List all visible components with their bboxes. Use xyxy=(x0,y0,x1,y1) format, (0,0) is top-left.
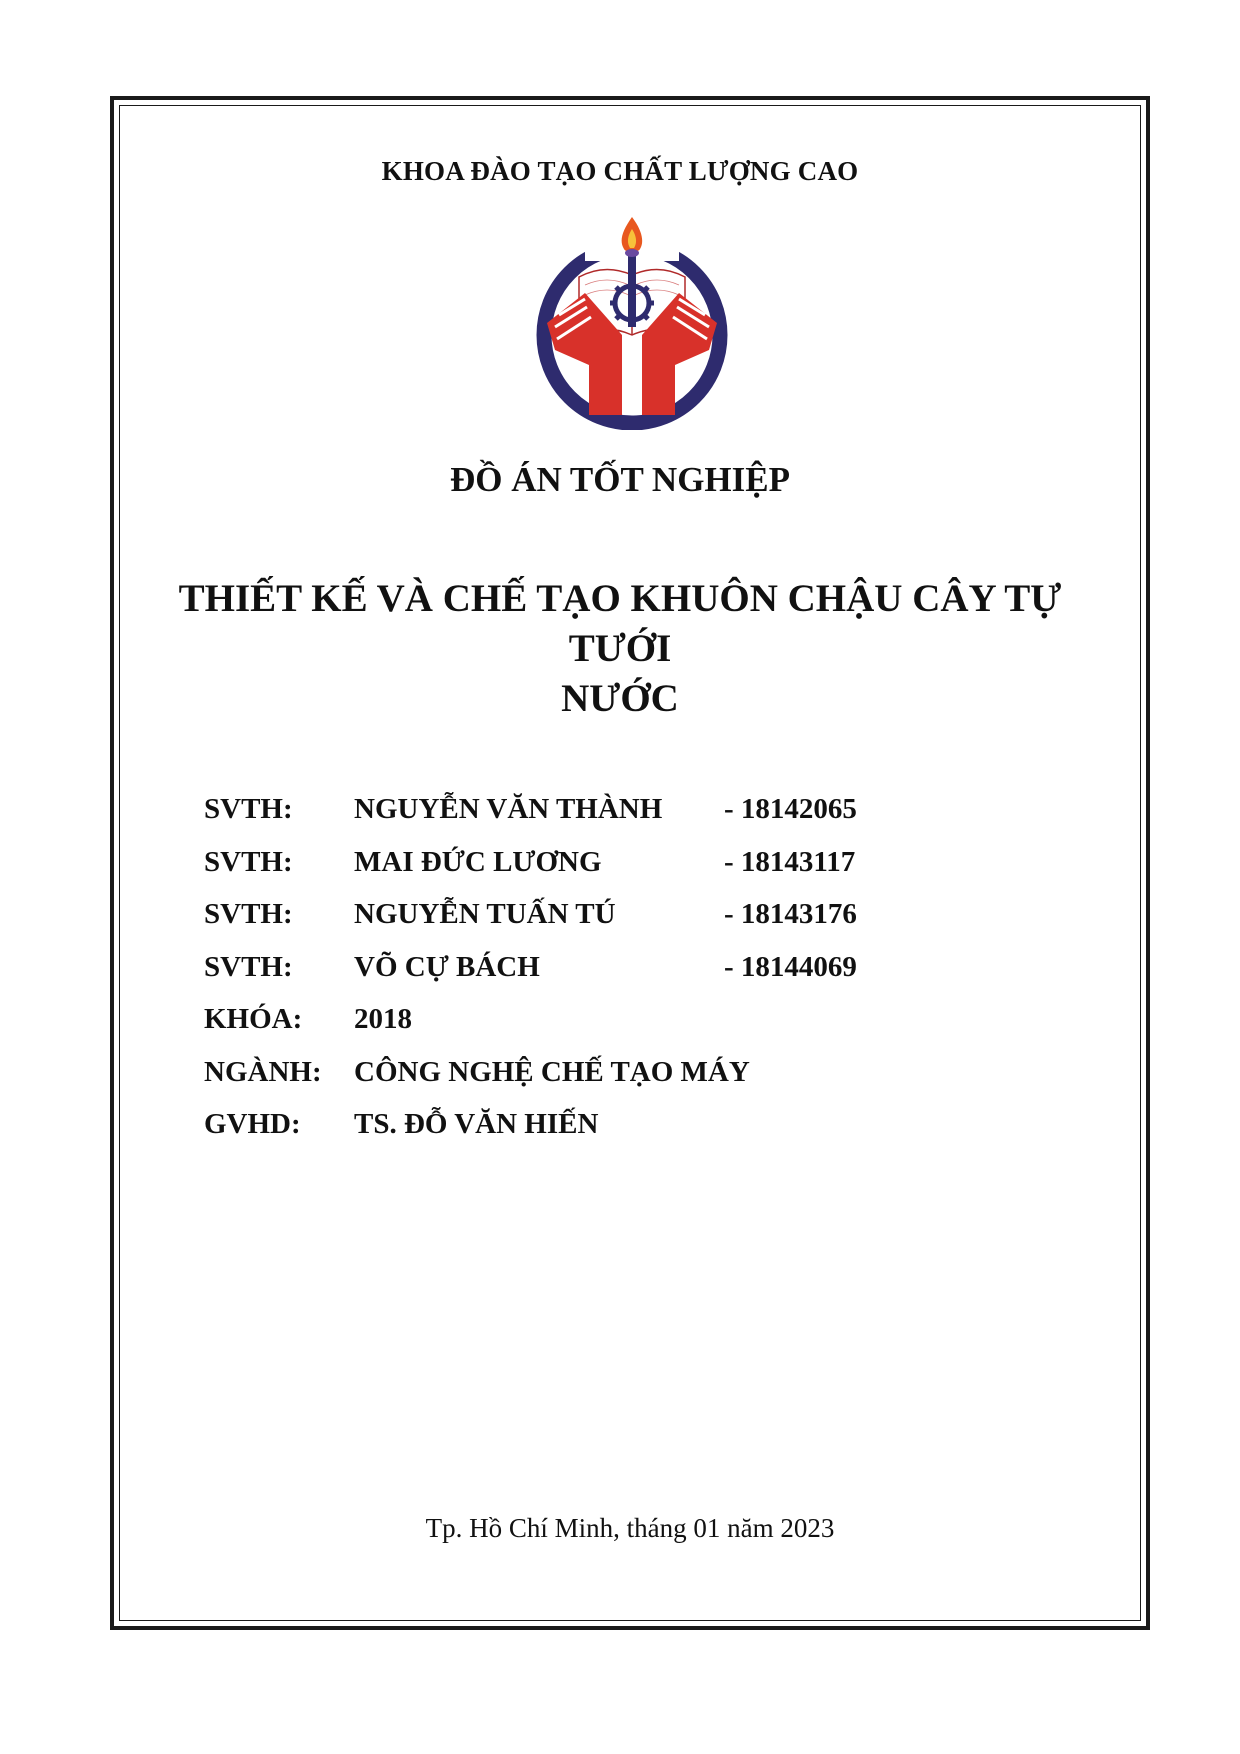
major-value: CÔNG NGHỆ CHẾ TẠO MÁY xyxy=(354,1055,750,1088)
student-label: SVTH: xyxy=(204,950,293,983)
course-row xyxy=(204,1003,984,1056)
document-type: ĐỒ ÁN TỐT NGHIỆP xyxy=(449,460,791,499)
student-id: - 18143176 xyxy=(724,898,857,930)
course-value: 2018 xyxy=(354,1003,412,1035)
student-row xyxy=(204,898,984,951)
student-name: MAI ĐỨC LƯƠNG xyxy=(354,845,602,878)
university-logo-icon xyxy=(527,215,737,430)
student-id: - 18142065 xyxy=(724,793,857,825)
thesis-title-line: NƯỚC xyxy=(561,677,679,720)
student-id: - 18143117 xyxy=(724,845,856,878)
major-label: NGÀNH: xyxy=(204,1055,322,1088)
major-row xyxy=(204,1056,984,1109)
advisor-value: TS. ĐỖ VĂN HIẾN xyxy=(354,1108,599,1140)
student-row xyxy=(204,951,984,1004)
student-id: - 18144069 xyxy=(724,950,857,983)
advisor-row xyxy=(204,1108,984,1161)
place-date: Tp. Hồ Chí Minh, tháng 01 năm 2023 xyxy=(425,1513,835,1543)
student-name: VÕ CỰ BÁCH xyxy=(354,950,540,983)
student-row xyxy=(204,846,984,899)
student-label: SVTH: xyxy=(204,793,293,825)
student-name: NGUYỄN VĂN THÀNH xyxy=(354,793,663,825)
course-label: KHÓA: xyxy=(204,1003,303,1035)
student-name: NGUYỄN TUẤN TÚ xyxy=(354,898,616,930)
thesis-title xyxy=(140,574,1100,724)
faculty-name: KHOA ĐÀO TẠO CHẤT LƯỢNG CAO xyxy=(381,156,859,186)
student-row xyxy=(204,793,984,846)
author-info xyxy=(204,793,984,1161)
advisor-label: GVHD: xyxy=(204,1108,301,1140)
student-label: SVTH: xyxy=(204,898,293,930)
thesis-title-line: THIẾT KẾ VÀ CHẾ TẠO KHUÔN CHẬU CÂY TỰ TƯỚI xyxy=(178,577,1062,670)
student-label: SVTH: xyxy=(204,845,293,878)
